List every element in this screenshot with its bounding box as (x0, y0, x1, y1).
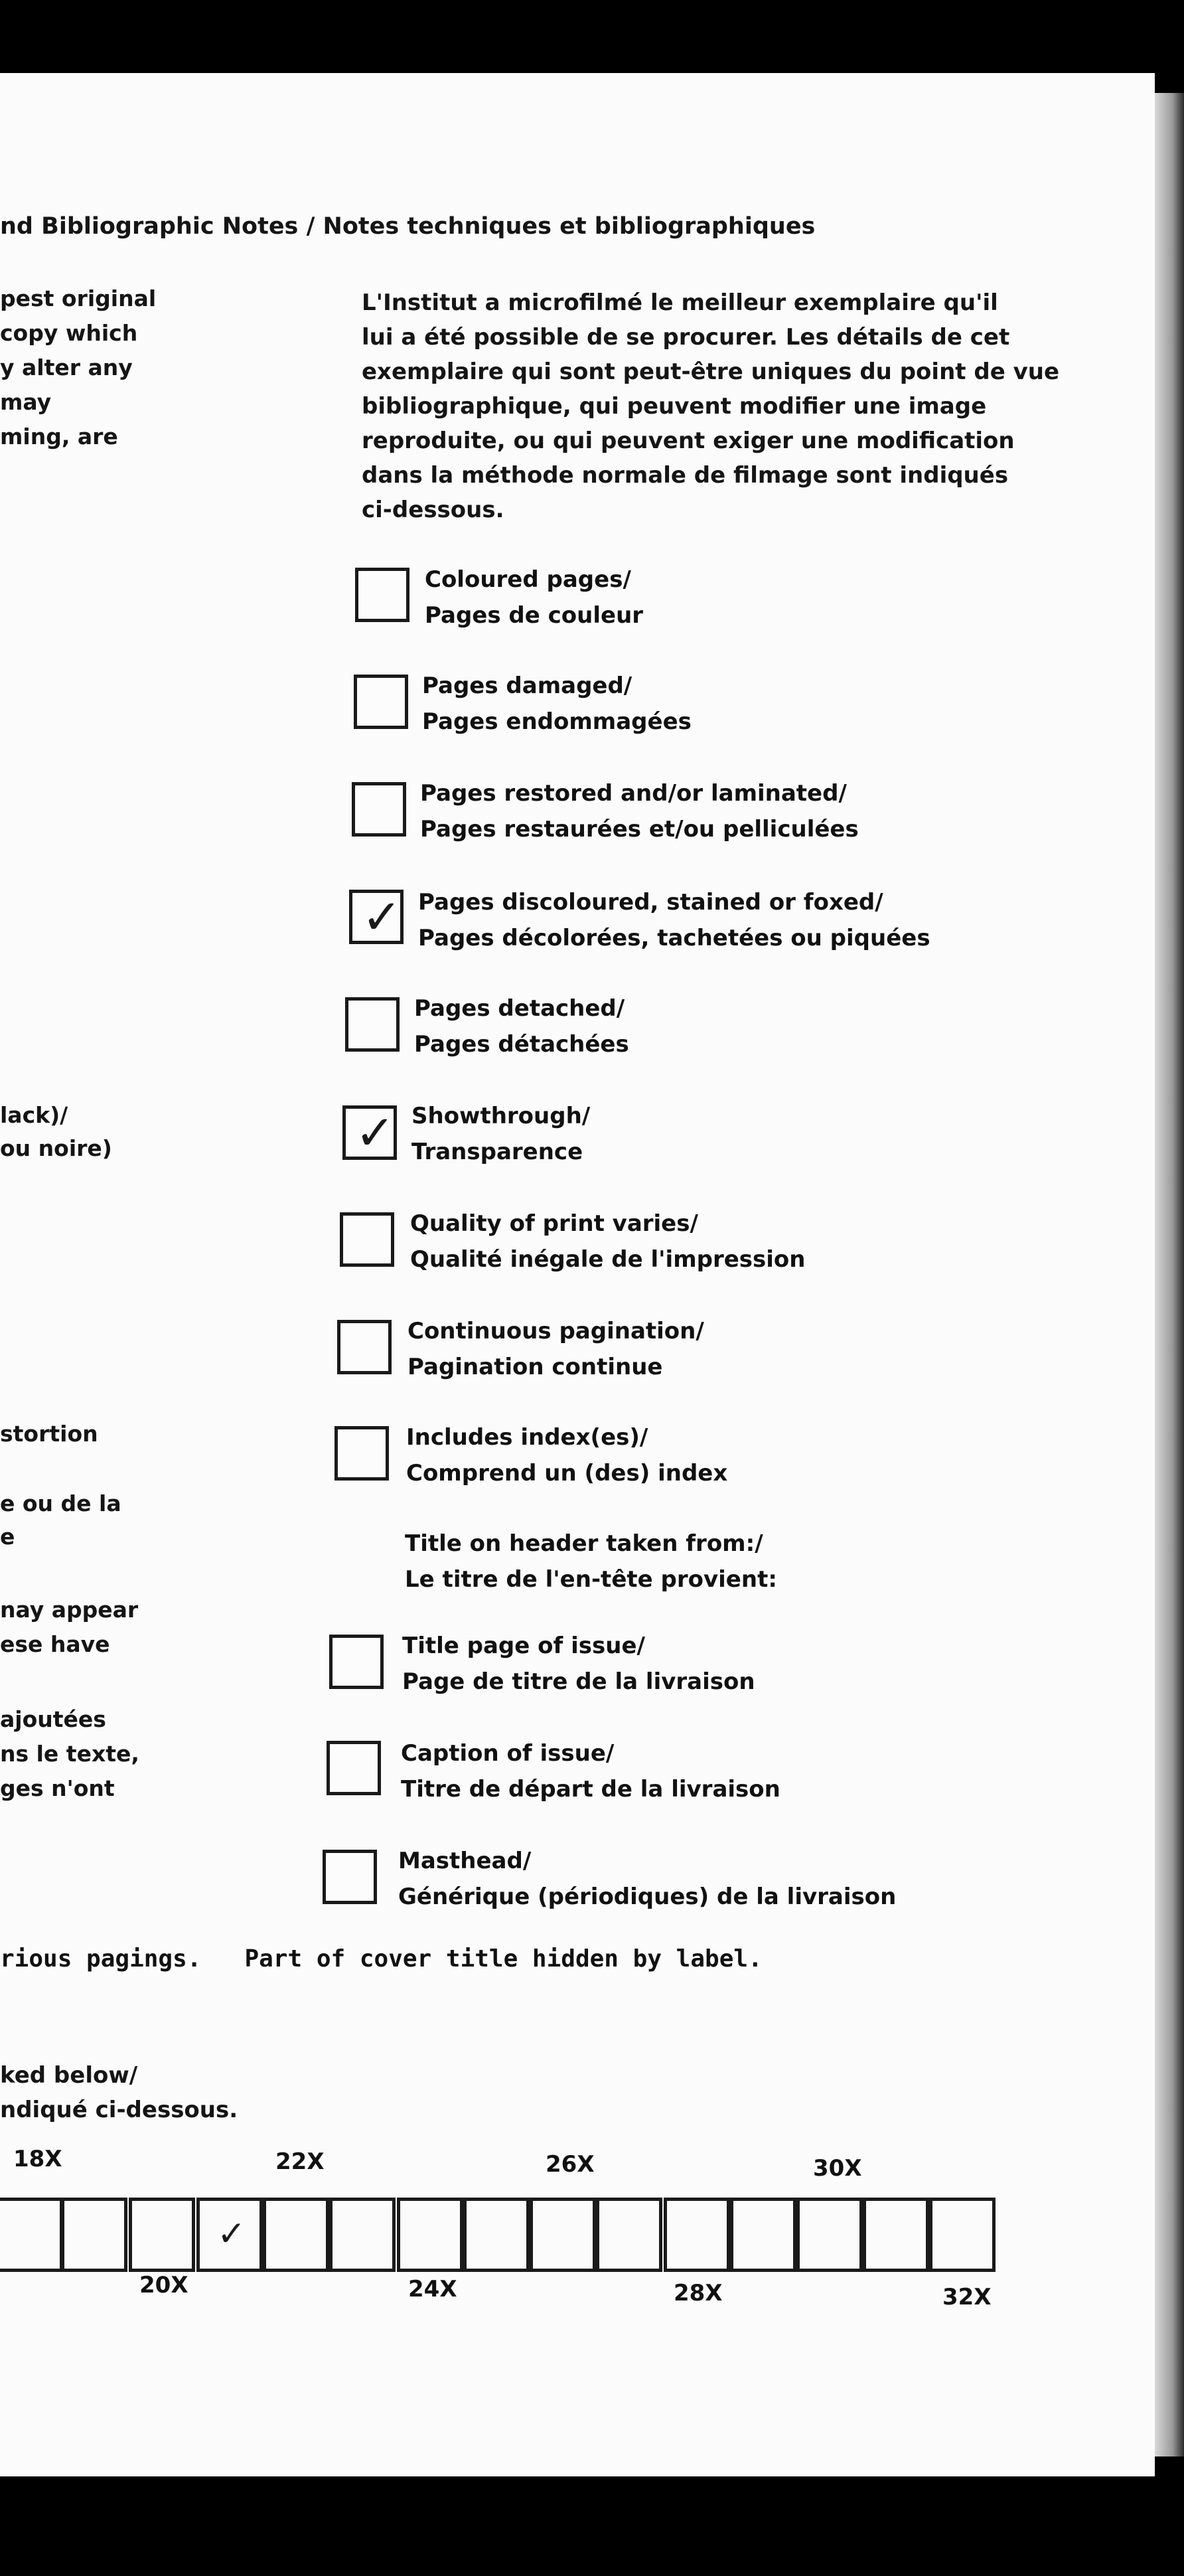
option-label-en: Pages damaged/ (422, 673, 632, 699)
option-pages-discoloured (418, 884, 930, 956)
scale-box[interactable] (596, 2198, 662, 2272)
option-pages-restored (420, 775, 859, 847)
left-fragment-blank-2: ese have (0, 1631, 110, 1657)
option-caption-of-issue (401, 1735, 780, 1807)
option-label-fr: Générique (périodiques) de la livraison (398, 1884, 897, 1910)
reduction-fr: ndiqué ci-dessous. (0, 2097, 238, 2123)
page-header: nd Bibliographic Notes / Notes techniques et bibliographiques (0, 213, 816, 240)
option-label-en: Masthead/ (398, 1848, 532, 1874)
scale-box[interactable] (796, 2198, 863, 2272)
intro-right-line-3: exemplaire qui sont peut-être uniques du point de vue (362, 359, 1060, 385)
option-label-fr: Pages de couleur (425, 602, 644, 629)
scale-box[interactable] (664, 2198, 730, 2272)
title-header-fr: Le titre de l'en-tête provient: (405, 1566, 777, 1593)
option-label-fr: Comprend un (des) index (406, 1460, 728, 1487)
option-continuous-pagination (407, 1313, 704, 1385)
intro-right-line-6: dans la méthode normale de filmage sont indiqués (362, 462, 1009, 489)
additional-comments: rious pagings. Part of cover title hidden by label. (0, 1945, 763, 1972)
checkbox-showthrough[interactable] (342, 1105, 397, 1160)
intro-left-line-4: may (0, 389, 52, 415)
intro-right-line-7: ci-dessous. (362, 497, 504, 523)
scale-box-checked[interactable] (196, 2198, 263, 2272)
intro-right-line-2: lui a été possible de se procurer. Les détails de cet (362, 324, 1010, 351)
intro-left-line-5: ming, are (0, 424, 118, 449)
checkbox-pages-restored[interactable] (352, 782, 406, 837)
intro-right-line-1: L'Institut a microfilmé le meilleur exemplaire qu'il (362, 289, 998, 316)
option-label-en: Showthrough/ (411, 1103, 591, 1129)
scale-label-26x: 26X (546, 2151, 595, 2178)
scale-box[interactable] (129, 2198, 195, 2272)
page-edge-shadow (1155, 93, 1184, 2456)
left-fragment-ajoutees-3: ges n'ont (0, 1775, 115, 1801)
option-label-fr: Pages endommagées (422, 708, 692, 735)
scale-box[interactable] (929, 2198, 996, 2272)
checkbox-caption-of-issue[interactable] (327, 1741, 381, 1795)
option-includes-index (406, 1419, 727, 1491)
left-fragment-ink-1: lack)/ (0, 1102, 68, 1128)
title-on-header (405, 1526, 777, 1597)
scale-label-18x: 18X (13, 2146, 62, 2172)
scale-label-28x: 28X (674, 2280, 723, 2306)
intro-left-line-3: y alter any (0, 355, 133, 380)
scale-box[interactable] (397, 2198, 463, 2272)
option-label-en: Pages detached/ (414, 995, 625, 1022)
option-pages-detached (414, 991, 629, 1062)
checkbox-pages-damaged[interactable] (354, 675, 408, 729)
checkbox-includes-index[interactable] (334, 1426, 389, 1481)
scale-box[interactable] (263, 2198, 329, 2272)
scale-box[interactable] (61, 2198, 127, 2272)
left-fragment-ajoutees-1: ajoutées (0, 1706, 106, 1732)
scale-label-30x: 30X (813, 2155, 862, 2182)
option-masthead (398, 1843, 896, 1915)
option-label-en: Continuous pagination/ (407, 1318, 704, 1344)
option-pages-damaged (422, 668, 692, 740)
option-label-fr: Pagination continue (407, 1354, 663, 1380)
option-title-page-of-issue (402, 1628, 755, 1700)
option-label-en: Quality of print varies/ (410, 1210, 698, 1237)
left-fragment-ink-2: ou noire) (0, 1135, 112, 1161)
option-label-en: Pages restored and/or laminated/ (420, 780, 847, 807)
scale-box[interactable] (463, 2198, 530, 2272)
checkbox-pages-discoloured[interactable] (349, 890, 404, 944)
checkbox-quality-of-print[interactable] (340, 1212, 394, 1267)
option-label-en: Pages discoloured, stained or foxed/ (418, 889, 883, 916)
option-label-fr: Pages décolorées, tachetées ou piquées (418, 925, 930, 951)
left-fragment-marge-2: e (0, 1524, 15, 1550)
left-fragment-ajoutees-2: ns le texte, (0, 1741, 139, 1767)
checkbox-continuous-pagination[interactable] (337, 1320, 392, 1374)
checkbox-masthead[interactable] (323, 1850, 377, 1904)
option-coloured-pages (425, 562, 643, 633)
scale-label-24x: 24X (408, 2276, 457, 2302)
option-label-en: Includes index(es)/ (406, 1424, 648, 1451)
option-label-fr: Pages détachées (414, 1031, 629, 1058)
scale-label-20x: 20X (139, 2272, 188, 2298)
reduction-en: ked below/ (0, 2062, 138, 2089)
option-showthrough (411, 1098, 590, 1170)
checkbox-coloured-pages[interactable] (355, 568, 409, 622)
checkbox-title-page-of-issue[interactable] (329, 1635, 384, 1689)
scale-box[interactable] (730, 2198, 796, 2272)
left-fragment-distortion: stortion (0, 1421, 98, 1447)
option-label-fr: Titre de départ de la livraison (401, 1776, 780, 1803)
left-fragment-blank-1: nay appear (0, 1597, 139, 1623)
scale-box[interactable] (0, 2198, 63, 2272)
option-label-fr: Transparence (411, 1139, 583, 1165)
scale-box[interactable] (530, 2198, 596, 2272)
option-label-fr: Qualité inégale de l'impression (410, 1246, 806, 1273)
checkbox-pages-detached[interactable] (345, 997, 400, 1052)
left-fragment-marge-1: e ou de la (0, 1490, 121, 1516)
intro-right-line-5: reproduite, ou qui peuvent exiger une modification (362, 428, 1015, 454)
option-label-fr: Page de titre de la livraison (402, 1668, 755, 1695)
title-header-en: Title on header taken from:/ (405, 1530, 763, 1557)
reduction-scale (0, 2198, 1009, 2277)
option-label-fr: Pages restaurées et/ou pelliculées (420, 816, 859, 843)
intro-right-line-4: bibliographique, qui peuvent modifier une image (362, 393, 987, 420)
intro-left-line-2: copy which (0, 320, 138, 346)
option-label-en: Caption of issue/ (401, 1740, 615, 1767)
scale-box[interactable] (329, 2198, 396, 2272)
option-label-en: Title page of issue/ (402, 1633, 645, 1659)
intro-left-line-1: pest original (0, 285, 157, 311)
scale-box[interactable] (863, 2198, 929, 2272)
scale-label-22x: 22X (275, 2148, 325, 2175)
scale-label-32x: 32X (942, 2284, 992, 2310)
option-label-en: Coloured pages/ (425, 566, 631, 593)
option-quality-of-print (410, 1206, 806, 1277)
